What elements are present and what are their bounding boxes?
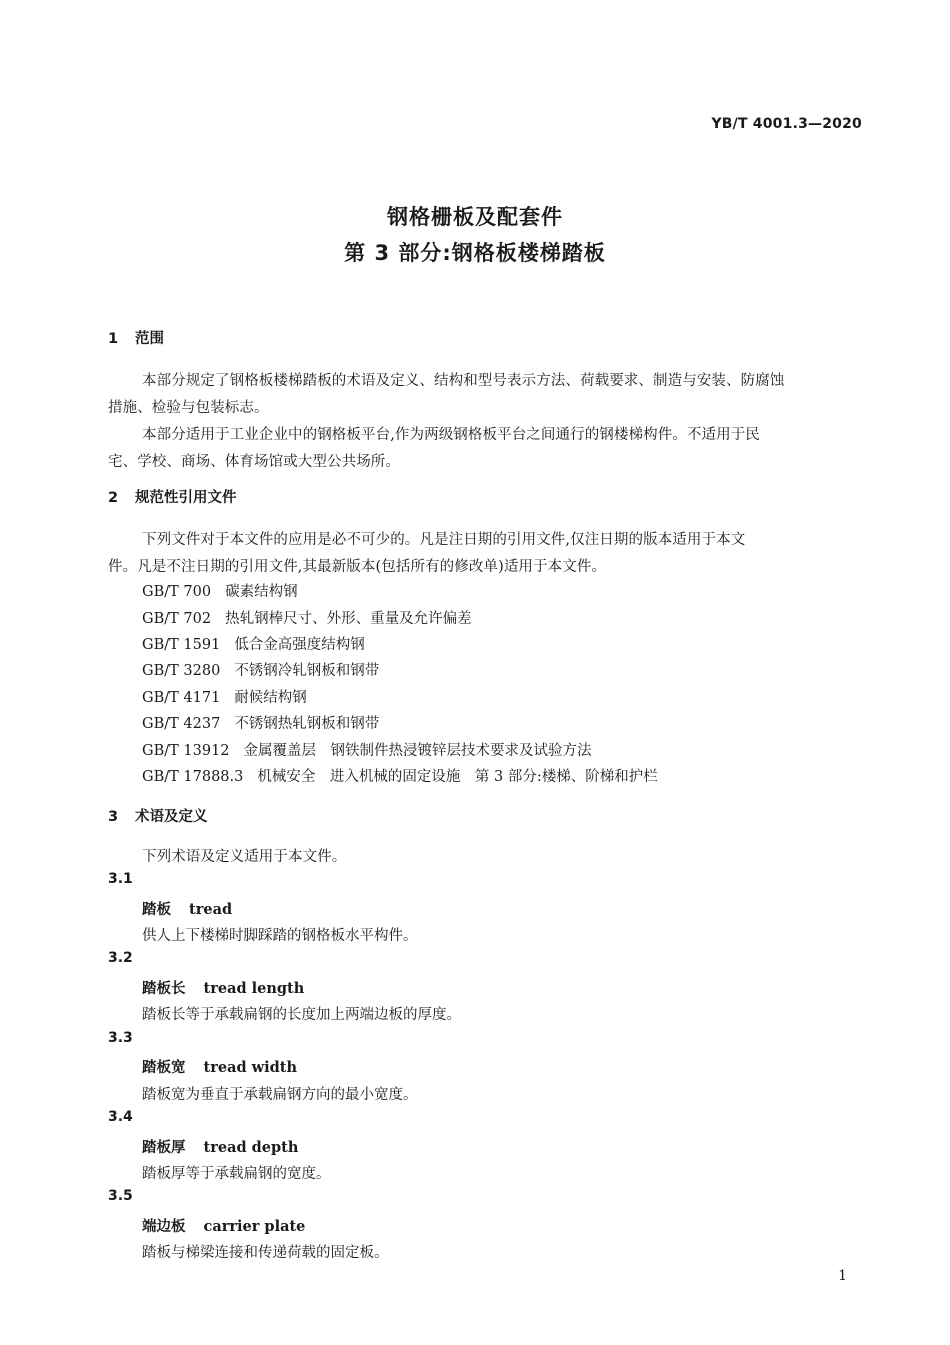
reference-code: GB/T 4171 xyxy=(142,690,221,706)
reference-code: GB/T 4237 xyxy=(142,716,221,732)
paragraph-line: 下列文件对于本文件的应用是必不可少的。凡是注日期的引用文件,仅注日期的版本适用于本文 xyxy=(142,532,746,548)
term-number: 3.2 xyxy=(108,950,133,966)
section-heading-scope xyxy=(108,327,164,348)
section-title: 规范性引用文件 xyxy=(135,490,237,506)
reference-code: GB/T 13912 xyxy=(142,743,230,759)
term-name xyxy=(142,977,304,998)
term-number: 3.5 xyxy=(108,1188,133,1204)
term-number: 3.3 xyxy=(108,1030,133,1046)
term-cn: 踏板厚 xyxy=(142,1139,186,1156)
paragraph-line: 宅、学校、商场、体育场馆或大型公共场所。 xyxy=(108,454,400,470)
term-name xyxy=(142,898,232,919)
reference-item xyxy=(142,712,379,733)
document-title: 钢格栅板及配套件 xyxy=(387,205,563,229)
document-id: YB/T 4001.3—2020 xyxy=(711,116,862,132)
document-subtitle: 第 3 部分:钢格板楼梯踏板 xyxy=(344,241,606,265)
paragraph-line: 下列术语及定义适用于本文件。 xyxy=(142,849,347,865)
reference-code: GB/T 1591 xyxy=(142,637,221,653)
term-cn: 端边板 xyxy=(142,1218,186,1235)
section-title: 术语及定义 xyxy=(135,809,208,825)
reference-title: 机械安全 进入机械的固定设施 第 3 部分:楼梯、阶梯和护栏 xyxy=(257,769,658,785)
paragraph-line: 本部分适用于工业企业中的钢格板平台,作为两级钢格板平台之间通行的钢楼梯构件。不适用于民 xyxy=(142,427,760,443)
reference-item xyxy=(142,659,379,680)
term-name xyxy=(142,1056,297,1077)
paragraph-line: 件。凡是不注日期的引用文件,其最新版本(包括所有的修改单)适用于本文件。 xyxy=(108,559,607,575)
term-definition: 踏板长等于承载扁钢的长度加上两端边板的厚度。 xyxy=(142,1007,461,1023)
term-name xyxy=(142,1136,298,1157)
term-en: tread width xyxy=(203,1059,298,1076)
term-en: tread xyxy=(189,901,233,918)
term-en: tread length xyxy=(203,980,305,997)
term-definition: 踏板厚等于承载扁钢的宽度。 xyxy=(142,1166,331,1182)
reference-title: 热轧钢棒尺寸、外形、重量及允许偏差 xyxy=(225,611,472,627)
term-number: 3.4 xyxy=(108,1109,133,1125)
term-cn: 踏板长 xyxy=(142,980,186,997)
term-number: 3.1 xyxy=(108,871,133,887)
term-definition: 供人上下楼梯时脚踩踏的钢格板水平构件。 xyxy=(142,928,418,944)
reference-title: 不锈钢冷轧钢板和钢带 xyxy=(234,663,380,679)
reference-title: 金属覆盖层 钢铁制件热浸镀锌层技术要求及试验方法 xyxy=(243,743,592,759)
term-definition: 踏板与梯梁连接和传递荷载的固定板。 xyxy=(142,1245,389,1261)
term-en: tread depth xyxy=(203,1139,299,1156)
section-number: 1 xyxy=(108,331,119,347)
term-cn: 踏板宽 xyxy=(142,1059,186,1076)
reference-item xyxy=(142,765,658,786)
reference-code: GB/T 17888.3 xyxy=(142,769,244,785)
reference-item xyxy=(142,686,307,707)
section-title: 范围 xyxy=(135,331,164,347)
term-en: carrier plate xyxy=(203,1218,306,1235)
term-name xyxy=(142,1215,305,1236)
term-cn: 踏板 xyxy=(142,901,171,918)
reference-item xyxy=(142,580,298,601)
reference-code: GB/T 702 xyxy=(142,611,212,627)
reference-item xyxy=(142,739,592,760)
section-heading-normative-references xyxy=(108,486,237,507)
section-heading-terms xyxy=(108,805,208,826)
reference-title: 低合金高强度结构钢 xyxy=(234,637,365,653)
reference-item xyxy=(142,607,472,628)
term-definition: 踏板宽为垂直于承载扁钢方向的最小宽度。 xyxy=(142,1087,418,1103)
section-number: 2 xyxy=(108,490,119,506)
page-number: 1 xyxy=(838,1268,847,1284)
reference-title: 不锈钢热轧钢板和钢带 xyxy=(234,716,380,732)
section-number: 3 xyxy=(108,809,119,825)
reference-code: GB/T 700 xyxy=(142,584,212,600)
reference-title: 碳素结构钢 xyxy=(225,584,298,600)
reference-title: 耐候结构钢 xyxy=(234,690,307,706)
reference-item xyxy=(142,633,365,654)
reference-code: GB/T 3280 xyxy=(142,663,221,679)
paragraph-line: 措施、检验与包装标志。 xyxy=(108,400,269,416)
paragraph-line: 本部分规定了钢格板楼梯踏板的术语及定义、结构和型号表示方法、荷载要求、制造与安装、防腐蚀 xyxy=(142,373,785,389)
